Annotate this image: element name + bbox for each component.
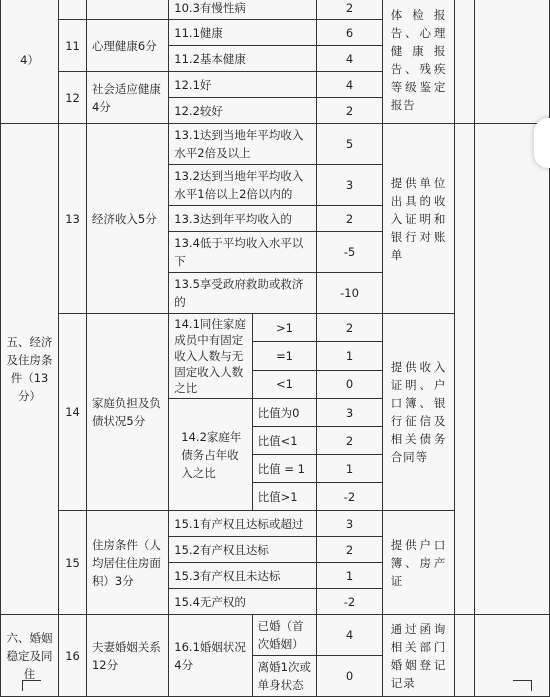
item-10-3: 10.3有慢性病 [169, 0, 317, 20]
table-row [1, 124, 550, 165]
row-11-no: 11 [59, 20, 87, 72]
score-13-2: 3 [317, 165, 382, 206]
score-14-1-a: 2 [317, 314, 382, 342]
item-13-5: 13.5享受政府救助或救济的 [169, 273, 317, 314]
note-marriage: 通过函询相关部门婚姻登记记录 [382, 615, 455, 697]
score-15-4: -2 [317, 589, 382, 615]
row-13-name: 经济收入5分 [86, 124, 168, 314]
row-14-name: 家庭负担及负债状况5分 [86, 314, 168, 511]
cond-14-2-d: 比值>1 [252, 483, 317, 511]
score-12-1: 4 [317, 72, 382, 98]
section-6-label: 六、婚姻稳定及同住 [1, 615, 59, 697]
item-15-3: 15.3有产权且未达标 [169, 563, 317, 589]
group-14-1-label: 14.1同住家庭成员中有固定收入人数与无固定收入人数之比 [169, 314, 252, 399]
section-5-label: 五、经济及住房条件（13分） [1, 124, 59, 615]
item-15-4: 15.4无产权的 [169, 589, 317, 615]
item-11-2: 11.2基本健康 [169, 46, 317, 72]
item-12-2: 12.2较好 [169, 98, 317, 124]
cond-14-2-b: 比值<1 [252, 427, 317, 455]
table-row [1, 0, 550, 20]
item-13-1: 13.1达到当地年平均收入水平2倍及以上 [169, 124, 317, 165]
cond-14-2-a: 比值为0 [252, 399, 317, 427]
score-14-2-a: 3 [317, 399, 382, 427]
score-10-3: 2 [317, 0, 382, 20]
score-14-1-c: 0 [317, 370, 382, 398]
score-16-1-b: 0 [317, 656, 382, 697]
item-15-1: 15.1有产权且达标或超过 [169, 511, 317, 537]
row-16-no: 16 [59, 615, 87, 697]
score-14-1-b: 1 [317, 342, 382, 370]
item-12-1: 12.1好 [169, 72, 317, 98]
cond-16-1-b: 离婚1次或单身状态 [252, 656, 317, 697]
cond-14-1-a: >1 [252, 314, 317, 342]
score-11-1: 6 [317, 20, 382, 46]
note-debt: 提供收入证明、户口簿、银行征信及相关债务合同等 [382, 314, 455, 511]
side-pull-tab[interactable] [534, 118, 550, 168]
row-15-name: 住房条件（人均居住住房面积）3分 [86, 511, 168, 615]
item-13-4: 13.4低于平均收入水平以下 [169, 232, 317, 273]
note-income: 提供单位出具的收入证明和银行对账单 [382, 124, 455, 314]
cond-14-1-b: =1 [252, 342, 317, 370]
note-health: 体检报告、心理健康报告、残疾等级鉴定报告 [382, 0, 455, 124]
row-13-no: 13 [59, 124, 87, 314]
row-14-no: 14 [59, 314, 87, 511]
row-11-name: 心理健康6分 [86, 20, 168, 72]
score-13-4: -5 [317, 232, 382, 273]
row-16-name: 夫妻婚姻关系12分 [86, 615, 168, 697]
item-13-3: 13.3达到年平均收入的 [169, 206, 317, 232]
score-13-5: -10 [317, 273, 382, 314]
row-15-no: 15 [59, 511, 87, 615]
group-14-2-label: 14.2家庭年债务占年收入之比 [169, 399, 252, 511]
row-12-no: 12 [59, 72, 87, 124]
score-14-2-b: 2 [317, 427, 382, 455]
cond-14-2-c: 比值 = 1 [252, 455, 317, 483]
score-13-1: 5 [317, 124, 382, 165]
group-16-1-label: 16.1婚姻状况4分 [169, 615, 252, 697]
crop-mark-left [22, 680, 41, 691]
note-house: 提供户口簿、房产证 [382, 511, 455, 615]
score-15-3: 1 [317, 563, 382, 589]
score-13-3: 2 [317, 206, 382, 232]
cond-16-1-a: 已婚（首次婚姻） [252, 615, 317, 656]
table-row [1, 615, 550, 656]
score-14-2-d: -2 [317, 483, 382, 511]
section-4-label: 4） [1, 0, 59, 124]
score-15-2: 2 [317, 537, 382, 563]
score-15-1: 3 [317, 511, 382, 537]
item-15-2: 15.2有产权且达标 [169, 537, 317, 563]
score-14-2-c: 1 [317, 455, 382, 483]
score-11-2: 4 [317, 46, 382, 72]
row-12-name: 社会适应健康4分 [86, 72, 168, 124]
item-13-2: 13.2达到当地年平均收入水平1倍以上2倍以内的 [169, 165, 317, 206]
score-16-1-a: 4 [317, 615, 382, 656]
cond-14-1-c: <1 [252, 370, 317, 398]
score-12-2: 2 [317, 98, 382, 124]
crop-mark-right [513, 680, 532, 691]
item-11-1: 11.1健康 [169, 20, 317, 46]
